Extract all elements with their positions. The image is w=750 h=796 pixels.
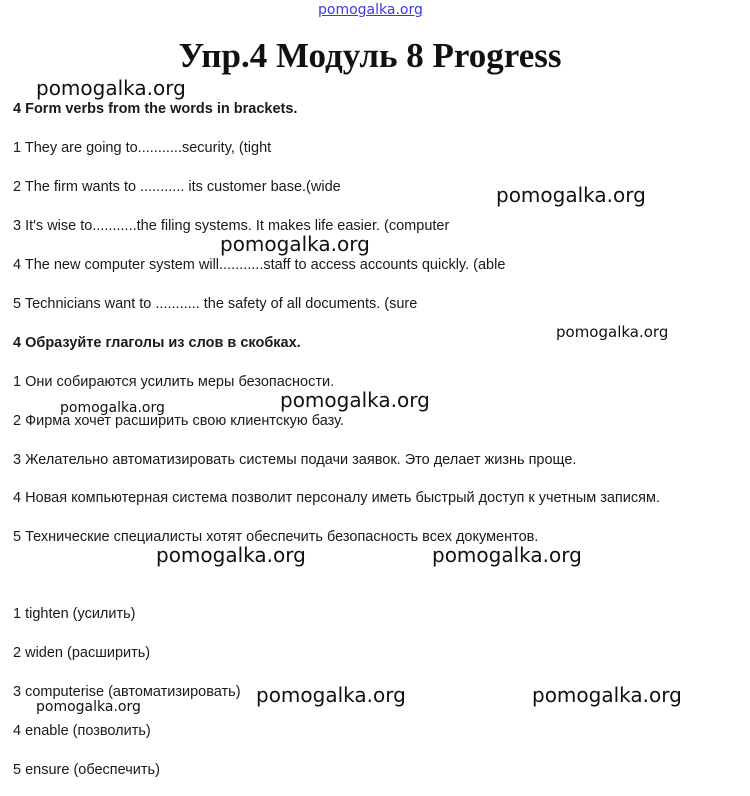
page-title: Упр.4 Модуль 8 Progress: [178, 36, 562, 75]
answer-3: 3 computerise (автоматизировать): [13, 684, 241, 700]
russian-item-4: 4 Новая компьютерная система позволит персоналу иметь быстрый доступ к учетным записям.: [13, 490, 660, 506]
watermark: pomogalka.org: [496, 183, 646, 207]
english-item-4: 4 The new computer system will...........staff to access accounts quickly. (able: [13, 257, 506, 273]
watermark-top: pomogalka.org: [318, 2, 423, 18]
russian-item-2: 2 Фирма хочет расширить свою клиентскую базу.: [13, 413, 344, 429]
answer-2: 2 widen (расширить): [13, 645, 151, 661]
watermark: pomogalka.org: [36, 699, 141, 715]
watermark: pomogalka.org: [36, 76, 186, 100]
watermark: pomogalka.org: [556, 323, 669, 341]
watermark: pomogalka.org: [220, 232, 370, 256]
english-item-2: 2 The firm wants to ........... its customer base.(wide: [13, 179, 341, 195]
watermark: pomogalka.org: [432, 543, 582, 567]
watermark: pomogalka.org: [60, 400, 165, 416]
watermark: pomogalka.org: [532, 683, 682, 707]
russian-item-1: 1 Они собираются усилить меры безопасности.: [13, 374, 335, 390]
english-item-3: 3 It's wise to...........the filing systems. It makes life easier. (computer: [13, 218, 450, 234]
russian-heading: 4 Образуйте глаголы из слов в скобках.: [13, 335, 301, 351]
english-item-1: 1 They are going to...........security, (tight: [13, 140, 272, 156]
watermark: pomogalka.org: [256, 683, 406, 707]
answer-5: 5 ensure (обеспечить): [13, 762, 160, 778]
russian-item-3: 3 Желательно автоматизировать системы подачи заявок. Это делает жизнь проще.: [13, 452, 577, 468]
english-item-5: 5 Technicians want to ........... the safety of all documents. (sure: [13, 296, 418, 312]
watermark: pomogalka.org: [156, 543, 306, 567]
english-heading: 4 Form verbs from the words in brackets.: [13, 101, 298, 117]
russian-item-5: 5 Технические специалисты хотят обеспечить безопасность всех документов.: [13, 529, 539, 545]
answer-1: 1 tighten (усилить): [13, 606, 136, 622]
watermark: pomogalka.org: [280, 388, 430, 412]
answer-4: 4 enable (позволить): [13, 723, 151, 739]
